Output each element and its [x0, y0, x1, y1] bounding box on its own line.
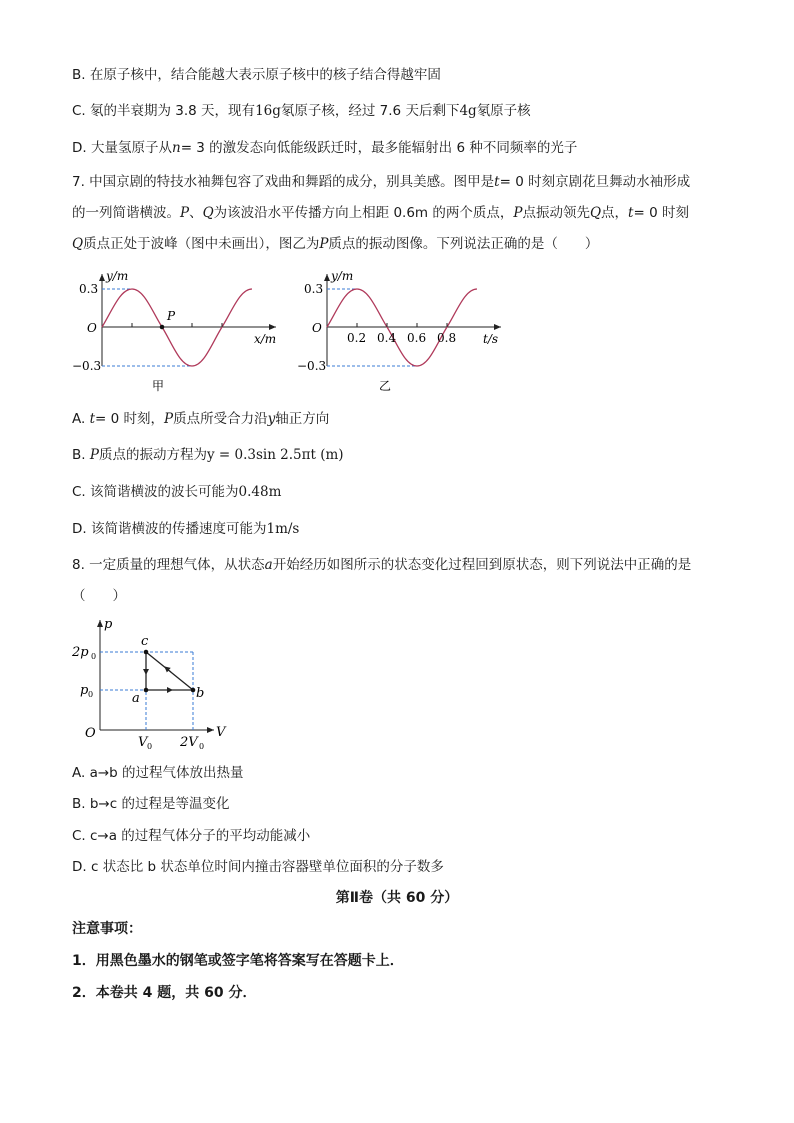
figure-jia-wave	[70, 266, 290, 394]
q7-stem-line1: 7. 中国京剧的特技水袖舞包容了戏曲和舞蹈的成分，别具美感。图甲是t= 0 时刻京剧花旦舞动水袖形成	[72, 174, 691, 190]
figure-pv-diagram	[68, 614, 238, 754]
figure-caption: 乙	[379, 379, 392, 393]
state-b-label: b	[196, 686, 205, 701]
tick-2p0: 2p	[72, 645, 89, 660]
tick-2v0-sub: 0	[199, 742, 205, 751]
notice-heading: 注意事项：	[72, 921, 142, 937]
notice-item-1: 1．用黑色墨水的钢笔或签字笔将答案写在答题卡上．	[72, 953, 404, 969]
q7-option-a: A. t= 0 时刻，P质点所受合力沿y轴正方向	[72, 411, 330, 427]
point-p-label: P	[167, 309, 176, 323]
q6-option-d: D. 大量氢原子从n= 3 的激发态向低能级跃迁时，最多能辐射出 6 种不同频率的光子	[72, 140, 578, 156]
t-tick-label: 0.2	[347, 331, 367, 345]
v-axis-label: V	[216, 725, 226, 740]
q6-option-b: B. 在原子核中，结合能越大表示原子核中的核子结合得越牢固	[72, 67, 441, 83]
tick-p0-sub: 0	[88, 690, 94, 699]
section-title: 第Ⅱ卷（共 60 分）	[335, 890, 459, 906]
q6-option-c: C. 氡的半衰期为 3.8 天，现有16g氡原子核，经过 7.6 天后剩下4g氡原子核	[72, 103, 531, 119]
y-axis-label: y/m	[106, 269, 129, 283]
tick-v0-sub: 0	[147, 742, 153, 751]
state-a-label: a	[132, 691, 140, 706]
y-tick-neg: −0.3	[72, 359, 102, 373]
origin-label: O	[85, 726, 96, 741]
p-axis-label: p	[104, 617, 113, 632]
state-c	[144, 650, 149, 655]
tick-2v0: 2V	[180, 735, 198, 750]
q7-stem-line2: 的一列简谐横波。P、Q为该波沿水平传播方向上相距 0.6m 的两个质点，P点振动领先Q点，t= 0 时刻	[72, 205, 689, 221]
q7-option-d: D. 该简谐横波的传播速度可能为1m/s	[72, 521, 300, 537]
tick-v0: V	[138, 735, 148, 750]
notice-item-2: 2．本卷共 4 题，共 60 分．	[72, 985, 257, 1001]
y-tick-pos: 0.3	[304, 282, 324, 296]
q8-option-b: B. b→c 的过程是等温变化	[72, 796, 230, 812]
q7-stem-line3: Q质点正处于波峰（图中未画出），图乙为P质点的振动图像。下列说法正确的是（ ）	[72, 236, 599, 252]
t-tick-label: 0.6	[407, 331, 427, 345]
point-p	[160, 325, 165, 330]
t-axis-label: t/s	[483, 332, 499, 346]
origin-label: O	[312, 321, 322, 335]
figure-yi-vibration	[293, 266, 513, 394]
q8-option-a: A. a→b 的过程气体放出热量	[72, 765, 244, 781]
y-axis-label: y/m	[331, 269, 354, 283]
state-c-label: c	[141, 634, 149, 649]
origin-label: O	[87, 321, 97, 335]
q8-option-d: D. c 状态比 b 状态单位时间内撞击容器壁单位面积的分子数多	[72, 859, 444, 875]
x-axis-label: x/m	[254, 332, 277, 346]
y-tick-neg: −0.3	[297, 359, 327, 373]
figure-caption: 甲	[152, 379, 165, 393]
state-a	[144, 688, 149, 693]
q7-option-b: B. P质点的振动方程为y = 0.3sin 2.5πt (m)	[72, 447, 344, 463]
arrow-b-c	[165, 667, 171, 672]
t-tick-label: 0.4	[377, 331, 397, 345]
q8-stem-line2: （ ）	[72, 588, 126, 604]
tick-p0: p	[80, 683, 89, 698]
y-tick-pos: 0.3	[79, 282, 99, 296]
q7-option-c: C. 该简谐横波的波长可能为0.48m	[72, 484, 282, 500]
t-tick-label: 0.8	[437, 331, 457, 345]
q8-option-c: C. c→a 的过程气体分子的平均动能减小	[72, 828, 311, 844]
state-b	[191, 688, 196, 693]
tick-2p0-sub: 0	[91, 652, 97, 661]
q8-stem-line1: 8. 一定质量的理想气体，从状态a开始经历如图所示的状态变化过程回到原状态，则下列说法中正确的是	[72, 557, 692, 573]
